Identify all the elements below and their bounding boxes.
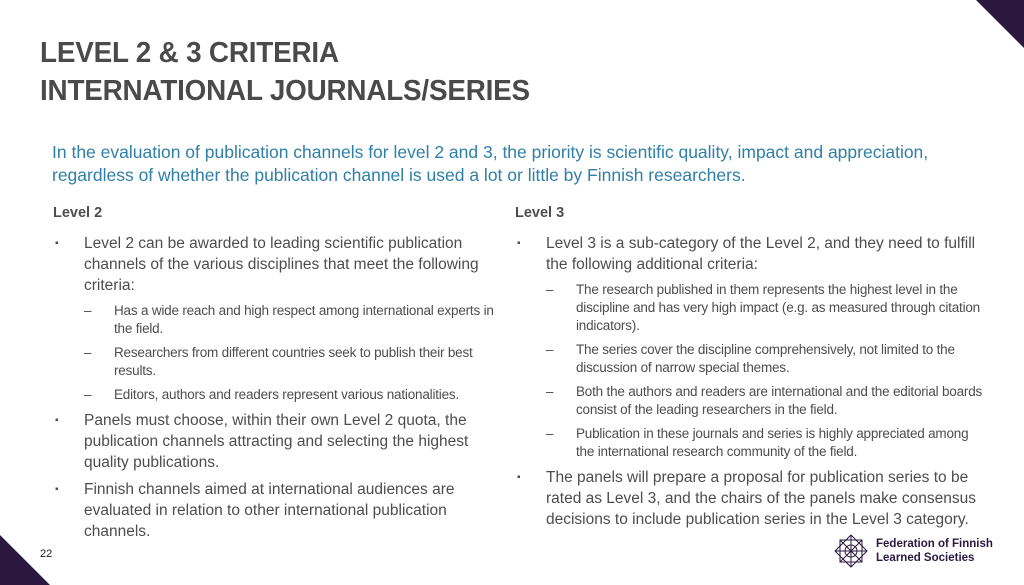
logo-text-line1: Federation of Finnish [876, 538, 993, 550]
level3-sub-4 [515, 425, 990, 461]
dash-marker: – [84, 345, 92, 360]
bullet-marker: ▪ [55, 415, 59, 426]
level2-sub-2 [53, 344, 513, 380]
bullet-marker: ▪ [517, 472, 521, 483]
corner-decoration-top-right [976, 0, 1024, 48]
slide-title-line1: LEVEL 2 & 3 CRITERIA [40, 37, 339, 69]
geometric-logo-icon [834, 534, 868, 568]
level2-bullet-1 [53, 233, 513, 296]
level2-heading: Level 2 [53, 205, 103, 221]
bullet-text: Level 2 can be awarded to leading scientific publication channels of the various disciplines that meet the following criteria: [84, 235, 479, 294]
sub-text: Editors, authors and readers represent various nationalities. [114, 387, 459, 402]
bullet-text: Level 3 is a sub-category of the Level 2, and they need to fulfill the following additional criteria: [546, 235, 976, 273]
level2-sub-1 [53, 302, 513, 338]
logo-text-line2: Learned Societies [876, 552, 975, 564]
dash-marker: – [546, 342, 554, 357]
sub-text: Researchers from different countries seek to publish their best results. [114, 345, 473, 378]
level3-bullet-2 [515, 467, 990, 530]
dash-marker: – [546, 426, 554, 441]
sub-text: The series cover the discipline comprehensively, not limited to the discussion of narrow special themes. [576, 342, 955, 375]
bullet-marker: ▪ [517, 238, 521, 249]
bullet-text: Finnish channels aimed at international audiences are evaluated in relation to other international publication channels. [84, 481, 455, 540]
level3-sub-2 [515, 341, 990, 377]
bullet-marker: ▪ [55, 238, 59, 249]
level2-column [53, 205, 513, 548]
federation-logo [834, 534, 993, 568]
level2-bullet-2 [53, 410, 513, 473]
level3-heading: Level 3 [515, 205, 565, 221]
page-number: 22 [40, 548, 53, 560]
level3-bullet-1 [515, 233, 990, 275]
level2-sub-3 [53, 386, 513, 404]
dash-marker: – [546, 282, 554, 297]
level2-bullet-3 [53, 479, 513, 542]
bullet-text: Panels must choose, within their own Level 2 quota, the publication channels attracting and selecting the highest quality publications. [84, 412, 469, 471]
dash-marker: – [84, 303, 92, 318]
slide-title [40, 34, 530, 110]
slide-title-line2: INTERNATIONAL JOURNALS/SERIES [40, 75, 530, 107]
bullet-marker: ▪ [55, 484, 59, 495]
level3-column [515, 205, 990, 536]
sub-text: The research published in them represents the highest level in the discipline and has very high impact (e.g. as measured through citation indicators). [576, 282, 980, 333]
corner-decoration-bottom-left [0, 535, 53, 585]
sub-text: Publication in these journals and series is highly appreciated among the international research community of the field. [576, 426, 969, 459]
sub-text: Both the authors and readers are international and the editorial boards consist of the leading researchers in the field. [576, 384, 983, 417]
level3-sub-3 [515, 383, 990, 419]
intro-text: In the evaluation of publication channels for level 2 and 3, the priority is scientific quality, impact and appreciation, regardless of whether the publication channel is used a lot or little by Finnish researchers. [52, 142, 929, 185]
dash-marker: – [546, 384, 554, 399]
level3-sub-1 [515, 281, 990, 335]
sub-text: Has a wide reach and high respect among international experts in the field. [114, 303, 494, 336]
bullet-text: The panels will prepare a proposal for publication series to be rated as Level 3, and the chairs of the panels make consensus decisions to include publication series in the Level 3 category. [546, 469, 976, 528]
dash-marker: – [84, 387, 92, 402]
